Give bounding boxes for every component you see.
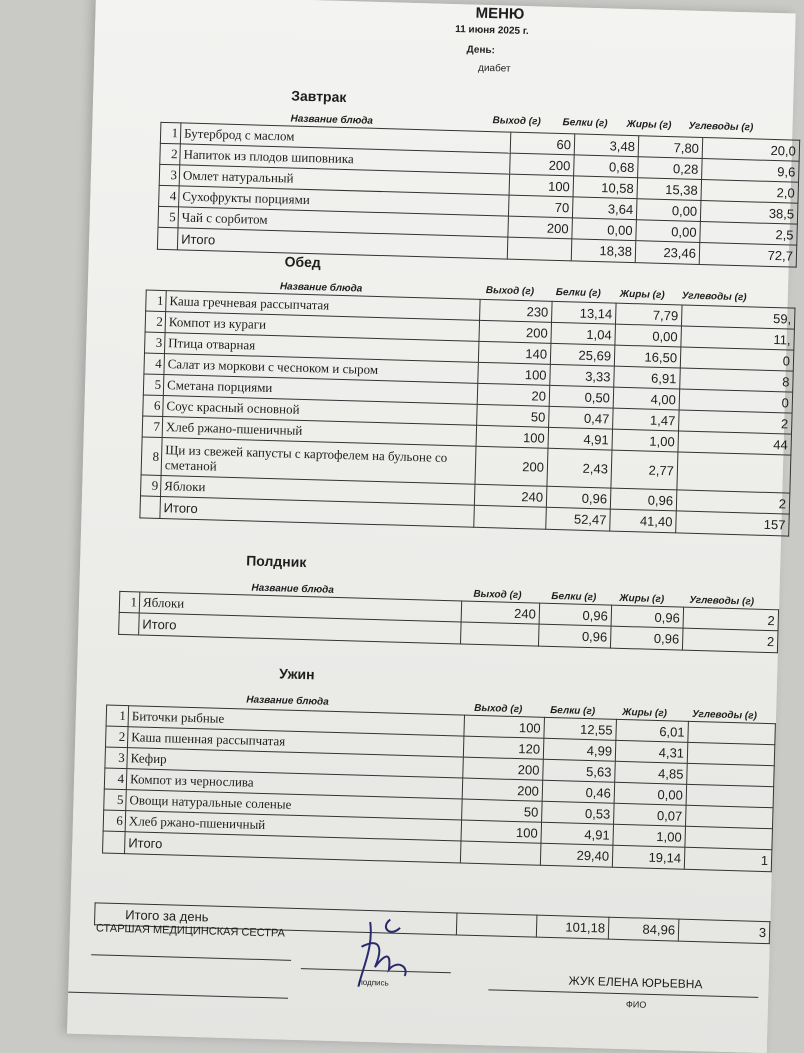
snack-title: Полдник xyxy=(246,552,307,571)
sign-label: подпись xyxy=(358,977,389,988)
dish-name: Соус красный основной xyxy=(163,396,477,426)
col-fat: Жиры (г) xyxy=(619,288,665,301)
row-number: 3 xyxy=(159,164,180,186)
dish-name: Кефир xyxy=(127,748,463,778)
dish-fat: 0,07 xyxy=(614,803,687,826)
dish-carbs: 11, xyxy=(681,326,795,350)
col-fat: Жиры (г) xyxy=(626,118,672,132)
dish-fat: 6,01 xyxy=(616,719,689,742)
col-output: Выход (г) xyxy=(473,588,522,602)
dish-carbs xyxy=(686,784,774,807)
dish-fat: 0,96 xyxy=(610,488,677,511)
name-line xyxy=(488,989,758,998)
dish-protein: 3,48 xyxy=(574,134,639,157)
dish-carbs: 0 xyxy=(679,389,793,413)
col-carbs: Углеводы (г) xyxy=(688,120,754,134)
dish-carbs xyxy=(685,826,773,849)
dish-output: 100 xyxy=(478,362,551,385)
dish-protein: 0,96 xyxy=(539,603,612,626)
dish-fat: 15,38 xyxy=(637,178,702,201)
dish-protein: 13,14 xyxy=(552,301,617,324)
row-number: 1 xyxy=(119,591,140,613)
total-protein: 52,47 xyxy=(546,507,611,531)
dish-name: Чай с сорбитом xyxy=(178,207,508,237)
row-number: 5 xyxy=(104,789,127,811)
dish-carbs xyxy=(688,721,776,744)
total-fat: 23,46 xyxy=(635,241,700,265)
diet-label: диабет xyxy=(477,62,511,75)
dish-name: Хлеб ржано-пшеничный xyxy=(162,417,476,447)
dish-name: Овощи натуральные соленые xyxy=(126,790,462,820)
dish-name: Салат из моркови с чесноком и сыром xyxy=(164,354,478,384)
row-number: 4 xyxy=(159,185,180,207)
dish-name: Омлет натуральный xyxy=(179,165,509,195)
dish-protein: 2,43 xyxy=(547,448,612,488)
row-number: 2 xyxy=(145,311,166,333)
dish-name: Компот из кураги xyxy=(165,312,479,342)
dish-fat: 4,85 xyxy=(615,761,688,784)
dish-output: 200 xyxy=(475,446,548,486)
row-number: 3 xyxy=(105,747,128,769)
dish-protein: 1,04 xyxy=(551,322,616,345)
dish-output: 140 xyxy=(478,341,551,364)
dish-output: 120 xyxy=(463,736,544,759)
dish-fat: 0,00 xyxy=(614,782,687,805)
col-output: Выход (г) xyxy=(474,702,523,716)
dish-carbs xyxy=(687,742,775,765)
dish-carbs: 59, xyxy=(681,305,795,329)
dish-name: Сметана порциями xyxy=(163,375,477,405)
dish-fat: 0,96 xyxy=(611,605,684,628)
total-protein: 29,40 xyxy=(540,843,613,867)
dish-carbs: 9,6 xyxy=(702,158,800,182)
col-protein: Белки (г) xyxy=(550,704,596,718)
dish-carbs: 2 xyxy=(683,607,779,631)
dish-output: 200 xyxy=(462,778,543,801)
dish-name: Яблоки xyxy=(139,592,461,622)
dish-output: 200 xyxy=(479,320,552,343)
dish-fat: 0,00 xyxy=(615,324,682,347)
dish-protein: 0,00 xyxy=(572,218,637,241)
dish-output: 200 xyxy=(508,216,573,239)
dish-carbs xyxy=(687,763,775,786)
dish-carbs: 2,0 xyxy=(701,179,799,203)
dish-fat: 4,31 xyxy=(615,740,688,763)
handwritten-signature xyxy=(338,906,450,999)
dish-name: Щи из свежей капусты с картофелем на бульоне со сметаной xyxy=(161,438,476,485)
total-protein: 0,96 xyxy=(538,624,611,648)
dish-fat: 4,00 xyxy=(613,387,680,410)
lunch-table xyxy=(139,290,795,537)
dish-name: Каша пшенная рассыпчатая xyxy=(127,727,463,757)
dish-output: 100 xyxy=(464,715,545,738)
dish-output: 60 xyxy=(510,132,575,155)
dish-output: 240 xyxy=(461,601,540,624)
dish-protein: 3,64 xyxy=(572,197,637,220)
day-total-carbs: 3 xyxy=(678,919,770,944)
dish-protein: 0,47 xyxy=(549,406,614,429)
col-protein: Белки (г) xyxy=(551,590,597,604)
col-fat: Жиры (г) xyxy=(621,706,668,720)
total-fat: 41,40 xyxy=(610,509,677,533)
dish-output: 240 xyxy=(474,484,547,507)
row-number: 1 xyxy=(160,122,181,144)
total-carbs: 72,7 xyxy=(699,242,797,267)
col-output: Выход (г) xyxy=(492,115,541,128)
dish-protein: 10,58 xyxy=(573,176,638,199)
dish-name: Напиток из плодов шиповника xyxy=(180,144,510,174)
dish-output: 50 xyxy=(462,799,543,822)
row-number: 6 xyxy=(143,395,164,417)
row-number: 4 xyxy=(104,768,127,790)
row-number: 6 xyxy=(103,810,126,832)
total-protein: 18,38 xyxy=(571,239,636,263)
fio-label: ФИО xyxy=(625,999,647,1010)
dish-protein: 3,33 xyxy=(550,364,615,387)
col-fat: Жиры (г) xyxy=(619,592,665,606)
col-name: Название блюда xyxy=(246,694,329,708)
dish-carbs: 20,0 xyxy=(702,137,800,161)
row-number: 2 xyxy=(160,143,181,165)
dish-name: Птица отварная xyxy=(164,333,478,363)
col-output: Выход (г) xyxy=(485,285,535,298)
dish-output: 70 xyxy=(508,195,573,218)
dinner-title: Ужин xyxy=(278,665,315,683)
total-carbs: 2 xyxy=(682,628,778,653)
total-fat: 19,14 xyxy=(612,845,685,869)
dish-carbs xyxy=(677,452,791,493)
row-number: 5 xyxy=(143,374,164,396)
dish-name: Бутерброд с маслом xyxy=(180,123,510,153)
dish-output: 100 xyxy=(509,174,574,197)
dish-protein: 12,55 xyxy=(544,717,617,740)
dish-protein: 25,69 xyxy=(550,343,615,366)
day-label: День: xyxy=(466,44,496,57)
row-number: 7 xyxy=(142,416,163,438)
dish-fat: 2,77 xyxy=(611,450,678,490)
row-number: 2 xyxy=(105,726,128,748)
row-number: 1 xyxy=(106,705,129,727)
dish-name: Сухофрукты порциями xyxy=(179,186,509,216)
dish-carbs: 2 xyxy=(676,490,790,514)
dish-carbs: 0 xyxy=(680,347,794,371)
total-carbs: 1 xyxy=(684,847,772,871)
dish-fat: 6,91 xyxy=(614,366,681,389)
signer-name: ЖУК ЕЛЕНА ЮРЬЕВНА xyxy=(568,973,703,992)
col-name: Название блюда xyxy=(290,113,374,127)
dish-protein: 0,96 xyxy=(546,486,611,509)
day-total-fat: 84,96 xyxy=(608,917,679,941)
col-carbs: Углеводы (г) xyxy=(691,708,758,722)
row-number: 3 xyxy=(144,332,165,354)
dish-fat: 1,00 xyxy=(613,824,686,847)
total-carbs: 157 xyxy=(676,511,790,536)
total-label: Итого xyxy=(160,496,474,527)
day-total-label: Итого за день xyxy=(95,903,457,935)
dish-carbs: 38,5 xyxy=(700,200,798,224)
col-carbs: Углеводы (г) xyxy=(689,594,755,608)
dish-fat: 0,00 xyxy=(636,220,701,243)
signer-role: СТАРШАЯ МЕДИЦИНСКАЯ СЕСТРА xyxy=(95,922,286,940)
row-number: 8 xyxy=(141,437,162,476)
day-total-protein: 101,18 xyxy=(536,915,609,939)
dish-carbs: 44 xyxy=(678,431,792,455)
extra-line xyxy=(68,992,288,999)
lunch-title: Обед xyxy=(284,253,322,271)
dish-protein: 4,91 xyxy=(541,822,614,845)
dish-name: Хлеб ржано-пшеничный xyxy=(125,811,461,841)
dish-protein: 0,46 xyxy=(542,780,615,803)
row-number: 1 xyxy=(146,290,167,312)
row-number: 4 xyxy=(144,353,165,375)
row-number: 5 xyxy=(158,206,179,228)
dish-fat: 0,28 xyxy=(638,157,703,180)
dish-protein: 0,50 xyxy=(549,385,614,408)
dish-output: 230 xyxy=(480,299,553,322)
dish-fat: 7,80 xyxy=(638,136,703,159)
dish-carbs xyxy=(685,805,773,828)
dish-fat: 0,00 xyxy=(636,199,701,222)
dish-name: Каша гречневая рассыпчатая xyxy=(166,291,480,321)
dish-fat: 16,50 xyxy=(614,345,681,368)
dish-output: 100 xyxy=(476,425,549,448)
total-label: Итого xyxy=(177,228,507,259)
dish-output: 50 xyxy=(477,404,550,427)
col-name: Название блюда xyxy=(279,281,363,295)
dish-carbs: 2,5 xyxy=(700,221,798,245)
dinner-table xyxy=(102,702,776,873)
total-label: Итого xyxy=(139,613,461,644)
dish-output: 20 xyxy=(477,383,550,406)
dish-name: Компот из чернослива xyxy=(126,769,462,799)
dish-fat: 1,00 xyxy=(612,429,679,452)
dish-output: 200 xyxy=(510,153,575,176)
dish-carbs: 8 xyxy=(680,368,794,392)
dish-carbs: 2 xyxy=(679,410,793,434)
dish-fat: 7,79 xyxy=(615,303,682,326)
dish-name: Яблоки xyxy=(160,476,474,506)
breakfast-title: Завтрак xyxy=(291,87,347,106)
total-label: Итого xyxy=(125,832,461,863)
dish-protein: 0,68 xyxy=(574,155,639,178)
dish-protein: 4,99 xyxy=(543,738,616,761)
breakfast-table xyxy=(157,122,800,271)
dish-output: 200 xyxy=(463,757,544,780)
row-number: 9 xyxy=(141,475,162,497)
document-date: 11 июня 2025 г. xyxy=(454,24,529,38)
col-protein: Белки (г) xyxy=(555,286,601,300)
col-carbs: Углеводы (г) xyxy=(681,290,747,304)
dish-fat: 1,47 xyxy=(613,408,680,431)
total-fat: 0,96 xyxy=(610,626,683,650)
dish-output: 100 xyxy=(461,820,542,843)
dish-protein: 0,53 xyxy=(542,801,615,824)
role-line xyxy=(91,954,291,961)
dish-protein: 4,91 xyxy=(548,427,613,450)
col-name: Название блюда xyxy=(251,582,334,596)
document-title: МЕНЮ xyxy=(475,4,525,23)
dish-protein: 5,63 xyxy=(543,759,616,782)
dish-name: Биточки рыбные xyxy=(128,706,464,736)
menu-sheet xyxy=(67,0,796,1053)
col-protein: Белки (г) xyxy=(562,117,608,130)
